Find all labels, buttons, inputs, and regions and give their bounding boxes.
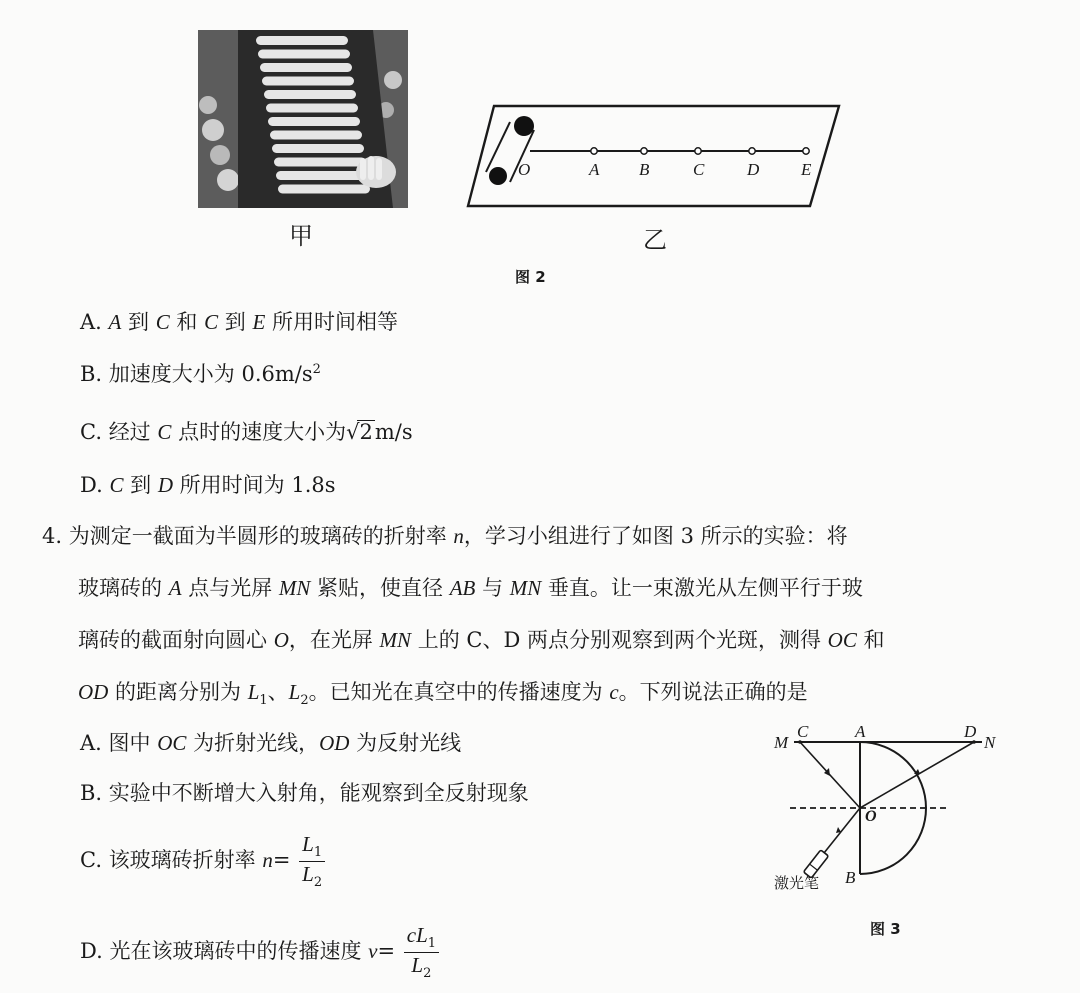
mat-row — [256, 36, 348, 45]
track-point-marker — [749, 148, 755, 154]
fig3-label-o: O — [865, 808, 877, 825]
track-point-marker — [803, 148, 809, 154]
figure-3-diagram — [770, 718, 1010, 898]
q4-option-d: D. 光在该玻璃砖中的传播速度 v= $\frac{cL_1}{L_2}$ — [80, 923, 441, 982]
q4-stem-line-1: 4. 为测定一截面为半圆形的玻璃砖的折射率 n，学习小组进行了如图 3 所示的实验：将 — [42, 524, 848, 548]
figure-2-jia-label: 甲 — [289, 222, 313, 250]
q3-option-b: B. 加速度大小为 $0.6m/s^2$ — [80, 362, 321, 386]
fig3-label-n: N — [984, 733, 996, 752]
fig3-label-a: A — [855, 722, 866, 741]
track-point-label: C — [693, 160, 705, 179]
q4-stem-line-3: 璃砖的截面射向圆心 O，在光屏 MN 上的 C、D 两点分别观察到两个光斑，测得 OC 和 — [78, 628, 885, 652]
figure-2-yi-diagram — [464, 100, 844, 212]
track-point-label: B — [639, 160, 650, 179]
mat-row — [270, 131, 362, 140]
fig3-label-c: C — [797, 722, 809, 741]
q4-stem-line-2: 玻璃砖的 A 点与光屏 MN 紧贴，使直径 AB 与 MN 垂直。让一束激光从左侧平行于玻 — [78, 576, 863, 600]
mat-row — [268, 117, 360, 126]
mat-row — [276, 171, 368, 180]
mat-row — [258, 50, 350, 59]
mat-row — [262, 77, 354, 86]
track-point-label: E — [801, 160, 812, 179]
q3-option-a: A. A 到 C 和 C 到 E 所用时间相等 — [80, 310, 398, 334]
mat-row — [264, 90, 356, 99]
mat-row — [260, 63, 352, 72]
mat-row — [272, 144, 364, 153]
track-point-marker — [641, 148, 647, 154]
fig3-label-m: M — [774, 733, 789, 752]
track-point-label: O — [518, 160, 531, 179]
q4-option-c: C. 该玻璃砖折射率 n= $\frac{L_1}{L_2}$ — [80, 832, 327, 891]
refractive-index-fraction: $\frac{L_1}{L_2}$ — [299, 832, 325, 891]
track-point-label: D — [747, 160, 760, 179]
track-point-label: A — [589, 160, 600, 179]
figure-2-yi-label: 乙 — [643, 226, 667, 254]
mat-row — [266, 104, 358, 113]
fig3-label-d: D — [964, 722, 977, 741]
mat-row — [278, 185, 370, 194]
fig3-label-b: B — [845, 868, 856, 887]
mat-row — [274, 158, 366, 167]
speed-fraction: $\frac{cL_1}{L_2}$ — [404, 923, 439, 982]
q3-option-c: C. 经过 C 点时的速度大小为√2m/s — [80, 420, 413, 444]
track-point-marker — [591, 148, 597, 154]
figure-2-caption: 图 2 — [515, 268, 546, 286]
figure-2-jia-photo — [198, 30, 408, 208]
figure-3-caption: 图 3 — [870, 920, 901, 938]
track-point-marker — [695, 148, 701, 154]
q3-option-d: D. C 到 D 所用时间为 1.8s — [80, 473, 336, 497]
q4-option-a: A. 图中 OC 为折射光线，OD 为反射光线 — [80, 731, 462, 755]
q4-number: 4. — [42, 524, 63, 548]
q4-stem-line-4: OD 的距离分别为 $L_1$、$L_2$。已知光在真空中的传播速度为 c。下列说法正确的是 — [78, 680, 808, 709]
fig3-label-laser-pen: 激光笔 — [774, 874, 820, 892]
q4-option-b: B. 实验中不断增大入射角，能观察到全反射现象 — [80, 781, 529, 805]
